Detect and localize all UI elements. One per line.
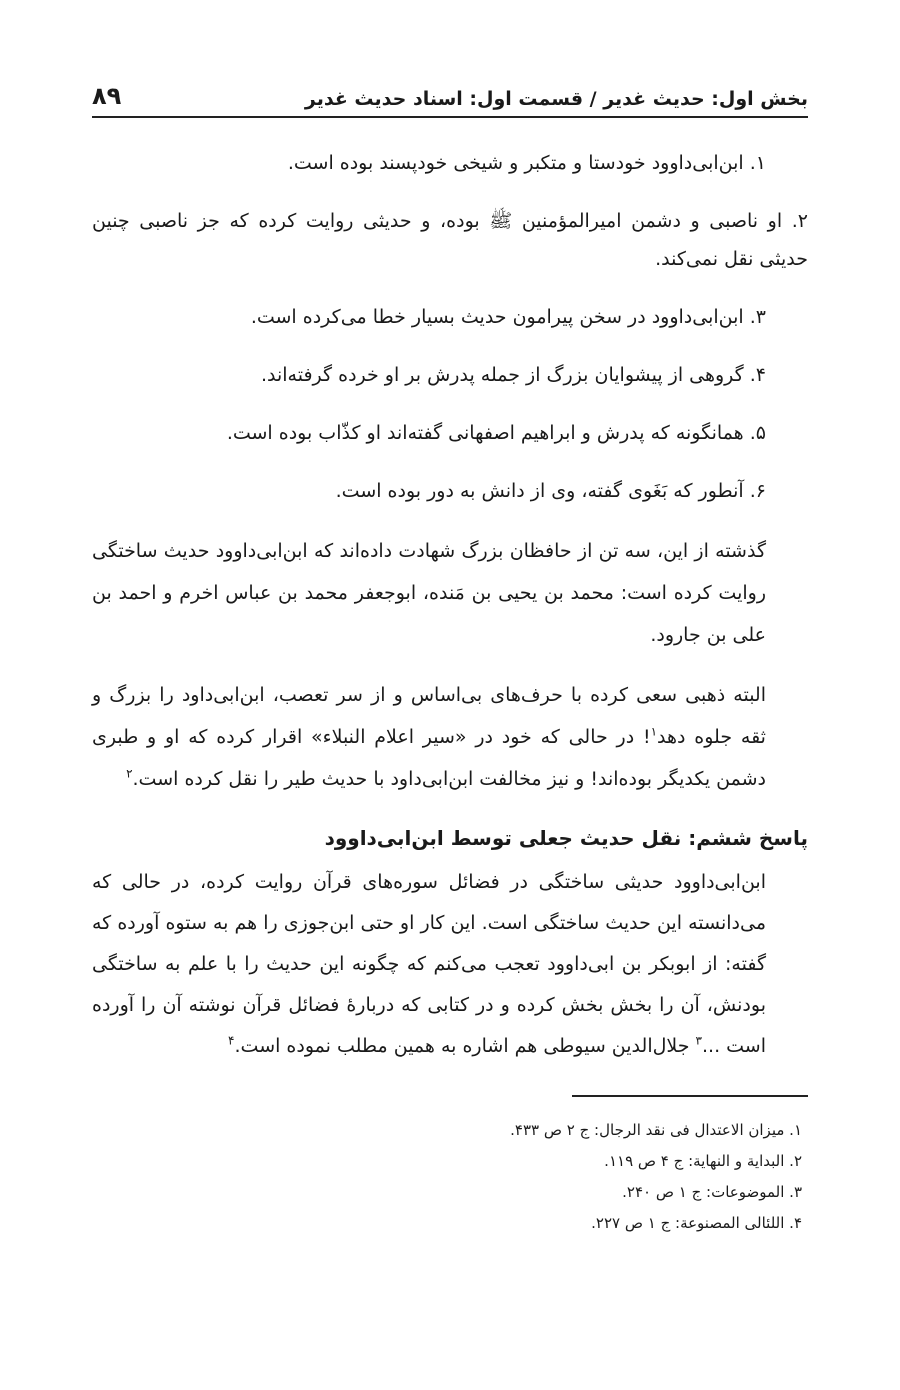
footnote-divider — [572, 1095, 808, 1097]
numbered-list — [92, 144, 808, 510]
list-item: ۱. ابن‌ابی‌داوود خودستا و متکبر و شیخی خودپسند بوده است. — [287, 152, 766, 174]
footnotes — [92, 1115, 808, 1239]
footnote-ref[interactable]: ۴ — [228, 1033, 235, 1048]
list-item: ۴. گروهی از پیشوایان بزرگ از جمله پدرش بر او خرده گرفته‌اند. — [260, 364, 766, 386]
page-number: ۸۹ — [92, 82, 122, 110]
footnote-ref[interactable]: ۲ — [126, 766, 133, 781]
footnote: ۱. میزان الاعتدال فی نقد الرجال: ج ۲ ص ۴۳۳. — [510, 1121, 802, 1139]
footnote-ref[interactable]: ۱ — [650, 724, 658, 739]
footnote-ref[interactable]: ۳ — [695, 1033, 702, 1048]
section-heading: پاسخ ششم: نقل حدیث جعلی توسط ابن‌ابی‌داوود — [324, 826, 808, 850]
list-item: ۳. ابن‌ابی‌داوود در سخن پیرامون حدیث بسیار خطا می‌کرده است. — [250, 306, 766, 328]
running-header — [92, 70, 808, 118]
paragraph-text: البته ذهبی سعی کرده با حرف‌های بی‌اساس و از سر تعصب، ابن‌ابی‌داود را بزرگ و ثقه جلوه دهد — [92, 684, 766, 748]
footnote: ۲. البدایة و النهایة: ج ۴ ص ۱۱۹. — [604, 1152, 802, 1170]
list-item: ۲. او ناصبی و دشمن امیرالمؤمنین ﷺ بوده، و حدیثی روایت کرده که جز ناصبی چنین حدیثی نقل نمی‌کند. — [92, 210, 808, 270]
header-title: بخش اول: حديث غدير / قسمت اول: اسناد حديث غدير — [304, 88, 808, 110]
paragraph-dhahabi — [92, 674, 808, 800]
list-item: ۵. همانگونه که پدرش و ابراهیم اصفهانی گفته‌اند او کذّاب بوده است. — [226, 422, 766, 444]
book-page — [92, 70, 808, 1239]
paragraph-text: جلال‌الدین سیوطی هم اشاره به همین مطلب نموده است. — [234, 1035, 696, 1057]
paragraph-text: ! در حالی که خود در «سیر اعلام النبلاء» اقرار کرده که او و طبری دشمن یکدیگر بوده‌اند! و نیز مخالفت ابن‌ابی‌داود با حدیث طیر را نقل کرده است. — [92, 726, 766, 790]
paragraph-text: ابن‌ابی‌داوود حدیثی ساختگی در فضائل سوره‌های قرآن روایت کرده، در حالی که می‌دانسته این حدیث ساختگی است. این کار او حتی ابن‌جوزی را هم به ستوه آورده که گفته: از ابوبکر بن ابی‌داوود تعجب می‌کنم که چگونه این حدیث را با علم به ساختگی بودنش، آن را بخش بخش کرده و در کتابی که دربارهٔ فضائل قرآن نوشته آن را آورده است ... — [92, 871, 766, 1057]
list-item: ۶. آنطور که بَغَوی گفته، وی از دانش به دور بوده است. — [335, 480, 766, 502]
footnote: ۳. الموضوعات: ج ۱ ص ۲۴۰. — [622, 1183, 802, 1201]
paragraph-hafizan: گذشته از این، سه تن از حافظان بزرگ شهادت داده‌اند که ابن‌ابی‌داوود حدیث ساختگی روایت کرده است: محمد بن یحیی بن مَنده، ابوجعفر محمد بن عباس اخرم و احمد بن علی بن جارود. — [92, 540, 766, 646]
paragraph-fabricated-hadith — [92, 862, 808, 1067]
footnote: ۴. اللئالی المصنوعة: ج ۱ ص ۲۲۷. — [591, 1214, 802, 1232]
